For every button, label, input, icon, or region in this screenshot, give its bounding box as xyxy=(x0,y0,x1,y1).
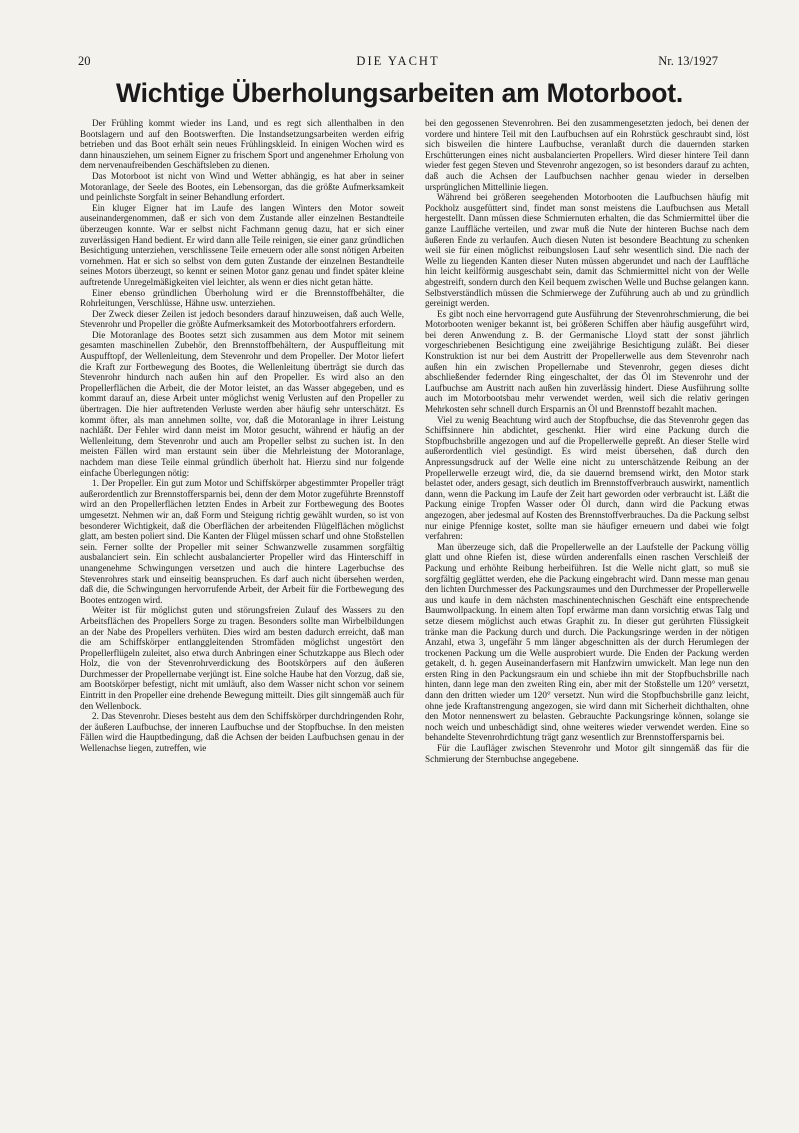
left-column xyxy=(80,118,404,754)
paragraph: Einer ebenso gründlichen Überholung wird er die Brennstoffbehälter, die Rohrleitungen, Verschlüsse, Hähne usw. unterziehen. xyxy=(80,287,404,309)
running-head xyxy=(78,54,718,70)
paragraph: Das Motorboot ist nicht von Wind und Wetter abhängig, es hat aber in seiner Motoranlage, der Seele des Bootes, ein Lebensorgan, das die größte Aufmerksamkeit und peinlichste Sorgfalt in seiner Behandlung erfordert. xyxy=(80,170,404,203)
paragraph: Der Zweck dieser Zeilen ist jedoch besonders darauf hinzuweisen, daß auch Welle, Stevenrohr und Propeller die größte Aufmerksamkeit des Motorbootfahrers erfordern. xyxy=(80,308,404,330)
section-propeller: 1. Der Propeller. Ein gut zum Motor und Schiffskörper abgestimmter Propeller trägt außerordentlich zur Brennstoffersparnis bei, denn der dem Motor zugeführte Brennstoff wird an den Propellerflächen letzten Endes in Arbeit zur Fortbewegung des Bootes umgesetzt. Nehmen wir an, daß Form und Steigung richtig gewählt wurden, so ist von besonderer Wichtigkeit, daß die Oberflächen der arbeitenden Flügelflächen möglichst glatt, am besten poliert sind. Die Kanten der Flügel müssen scharf und ohne Stoßstellen sein. Ferner sollte der Propeller mit seiner Schwanzwelle zusammen sorgfältig ausbalanciert sein. Ein schlecht ausbalancierter Propeller wird das Hinterschiff in unangenehme Schwingungen versetzen und auch die hintere Lagerbuchse des Stevenrohres stark und einseitig beanspruchen. Es darf auch nicht übersehen werden, daß die, die Schwingungen hervorrufende Arbeit, der Arbeit für die Fortbewegung des Bootes entzogen wird. xyxy=(80,478,404,605)
publication-name: DIE YACHT xyxy=(356,54,440,68)
issue-number: Nr. 13/1927 xyxy=(658,54,718,68)
paragraph: Man überzeuge sich, daß die Propellerwelle an der Laufstelle der Packung völlig glatt und ohne Riefen ist, diese würden anderenfalls einen raschen Verschleiß der Packung und erhöhte Reibung herbeiführen. Ist die Welle nicht glatt, so muß sie sorgfältig geglättet werden, ehe die Packung eingebracht wird. Dann messe man genau den lichten Durchmesser des Packungsraumes und den Durchmesser der Propellerwelle aus und kaufe in dem nächsten maschinentechnischen Geschäft eine entsprechende Baumwollpackung. In einem alten Topf erwärme man dann vorsichtig etwas Talg und setze diesem möglichst auch etwas Graphit zu. In dieser gut gerührten Flüssigkeit tränke man die Packung durch und durch. Die Packungsringe werden in der nötigen Anzahl, etwa 3, ungefähr 5 mm länger abgeschnitten als der durch Herumlegen der trockenen Packung um die Welle ausprobiert wurde. Die Enden der Packung werden getakelt, d. h. gegen Auseinanderfasern mit Hanfzwirn umwickelt. Man lege nun den ersten Ring in den Packungsraum ein und schiebe ihn mit der Stopfbuchsbrille nach hinten, dann lege man den zweiten Ring ein, aber mit der Stoßstelle um 120° versetzt, dann den dritten wieder um 120° versetzt. Nun wird die Stopfbuchsbrille ganz leicht, ohne jede Kraftanstrengung angezogen, sie wird dann mit Sicherheit dichthalten, ohne den Motor nennenswert zu belasten. Gebrauchte Packungsringe können, solange sie noch weich und unbeschädigt sind, ohne weiteres wieder verwendet werden. Eine so behandelte Stevenrohrdichtung trägt ganz wesentlich zur Brennstoffersparnis bei. xyxy=(425,541,749,743)
paragraph: Die Motoranlage des Bootes setzt sich zusammen aus dem Motor mit seinem gesamten maschinellen Zubehör, den Brennstoffbehältern, der Auspuffleitung mit Auspufftopf, der Wellenleitung, dem Stevenrohr und dem Propeller. Der Motor liefert die Kraft zur Fortbewegung des Bootes, die Wellenleitung überträgt sie durch das Stevenrohr hindurch nach außen hin auf den Propeller. Es wird also an den Propellerflächen die Arbeit, die der Motor leistet, an das Wasser abgegeben, und es kommt darauf an, diese Arbeit unter möglichst wenig Verlusten auf den Propeller zu übertragen. Die hier auftretenden Verluste werden aber häufig sehr unterschätzt. Es kommt öfter, als man annehmen sollte, vor, daß die Motoranlage in ihrer Leistung nachläßt. Der Fehler wird dann meist im Motor gesucht, während er häufig an der Wellenleitung, dem Stevenrohr und auch am Propeller selbst zu suchen ist. In den meisten Fällen wird man erstaunt sein über die Mehrleistung der Motoranlage, nachdem man diese Teile einmal gründlich überholt hat. Hierzu sind nur folgende einfache Überlegungen nötig: xyxy=(80,329,404,478)
paragraph: Der Frühling kommt wieder ins Land, und es regt sich allenthalben in den Bootslagern und auf den Bootswerften. Die Instandsetzungsarbeiten werden eifrig betrieben und das Boot erhält sein neues Frühlingskleid. In einigen Wochen wird es dann hinausziehen, um seinem Eigner zu frischem Sport und angenehmer Erholung von dem nervenaufreibenden Geschäftsleben zu dienen. xyxy=(80,118,404,171)
paragraph: Für die Laufläger zwischen Stevenrohr und Motor gilt sinngemäß das für die Schmierung der Sternbuchse angegebene. xyxy=(425,743,749,764)
paragraph: Viel zu wenig Beachtung wird auch der Stopfbuchse, die das Stevenrohr gegen das Schiffsinnere hin abdichtet, geschenkt. Hier wird eine Packung durch die Stopfbuchsbrille angezogen und auf die Propellerwelle gepreßt. An dieser Stelle wird außerordentlich viel gesündigt. Es wird meist übersehen, daß durch den Anpressungsdruck auf der Welle eine nicht zu unterschätzende Reibung an der Propellerwelle erzeugt wird, die, da sie dauernd bremsend wirkt, den Motor stark belastet oder, anders gesagt, sich deutlich im Brennstoffverbrauch auswirkt, namentlich dann, wenn die Packung im Laufe der Zeit hart geworden oder verbraucht ist. Läßt die Packung einige Tropfen Wasser oder Öl durch, dann wird die Packung etwas angezogen, aber jedesmal auf Kosten des Brennstoffverbrauches. Da die Packung selbst nur einige Pfennige kostet, sollte man sie häufiger erneuern und dabei wie folgt verfahren: xyxy=(425,414,749,542)
article-title: Wichtige Überholungsarbeiten am Motorboot. xyxy=(115,78,683,108)
page-number: 20 xyxy=(78,54,91,68)
section-stevenrohr: 2. Das Stevenrohr. Dieses besteht aus dem den Schiffskörper durchdringenden Rohr, der äußeren Laufbuchse, der inneren Laufbuchse und der Stopfbuchse. In den meisten Fällen wird die Hauptbedingung, daß die Achsen der beiden Laufbuchsen genau in der Wellenachse liegen, zutreffen, wie xyxy=(80,711,404,754)
paragraph: Während bei größeren seegehenden Motorbooten die Laufbuchsen häufig mit Pockholz ausgefüttert sind, findet man sonst meistens die Laufbuchsen aus Metall hergestellt. Dann müssen diese Schmiernuten erhalten, die das Schmiermittel über die ganze Lauffläche verteilen, und zwar muß die Nute der hinteren Buchse nach dem äußeren Ende zu verlaufen. Auch diesen Nuten ist besondere Beachtung zu schenken weil sie für einen möglichst reibungslosen Lauf sehr wesentlich sind. Die nach der Welle zu liegenden Kanten dieser Nuten müssen abgerundet und nach der Lauffläche hin leicht keilförmig ausgeschabt sein, damit das Schmiermittel nicht von der Welle abgestreift, sondern durch den Keil bequem zwischen Welle und Buchse gelangen kann. Selbstverständlich müssen die Schmierwege der Zuführung auch ab und zu gründlich gereinigt werden. xyxy=(425,192,749,309)
paragraph-continued: bei den gegossenen Stevenrohren. Bei den zusammengesetzten jedoch, bei denen der vordere und hintere Teil mit den Laufbuchsen auf ein Rohrstück geschraubt sind, löst sich bisweilen die hintere Laufbuchse, veranlaßt durch die dauernden starken Erschütterungen eines nicht ausbalancierten Propellers. Wird dieser hintere Teil dann wieder fest gegen Steven und Stevenrohr angezogen, so ist besonders darauf zu achten, daß auch die Achsen der Laufbuchsen nachher genau wieder in derselben ursprünglichen Mittellinie liegen. xyxy=(425,118,749,192)
paragraph: Ein kluger Eigner hat im Laufe des langen Winters den Motor soweit auseinandergenommen, daß er sich von dem Zustande aller einzelnen Bestandteile überzeugen konnte. War er selbst nicht Fachmann genug dazu, hat er sich einer zuverlässigen Hand bedient. Er wird dann alle Teile reinigen, sie einer ganz gründlichen Besichtigung unterziehen, verschlissene Teile erneuern oder alle sonst nötigen Arbeiten vornehmen. Hat er sich so selbst von dem guten Zustande der einzelnen Bestandteile seines Motors überzeugt, so kennt er seinen Motor ganz genau und findet später kleine auftretende Unregelmäßigkeiten viel leichter, als wenn er dies nicht getan hätte. xyxy=(80,202,404,287)
paragraph: Es gibt noch eine hervorragend gute Ausführung der Stevenrohrschmierung, die bei Motorbooten weniger bekannt ist, bei größeren Schiffen aber häufig ausgeführt wird, bei deren Anwendung z. B. der Germanische Lloyd statt der sonst jährlich vorgeschriebenen Besichtigung eine zweijährige Besichtigung zuläßt. Bei dieser Konstruktion ist nur bei dem Austritt der Propellerwelle aus dem Stevenrohr nach außen hin ein zwischen Propellernabe und Stevenrohr, gegen dieses dicht abschließender federnder Ring eingeschaltet, der das Öl im Stevenrohr und der Laufbuchse am Austritt nach außen hin zuverlässig hindert. Diese Ausführung sollte auch im Motorbootsbau mehr verwendet werden, weil sich die relativ geringen Mehrkosten sehr schnell durch Ersparnis an Öl und Brennstoff bezahlt machen. xyxy=(425,308,749,415)
paragraph: Weiter ist für möglichst guten und störungsfreien Zulauf des Wassers zu den Arbeitsflächen des Propellers Sorge zu tragen. Besonders sollte man Wirbelbildungen an der Nabe des Propellers verhüten. Dies wird am besten dadurch erreicht, daß man die am Schiffskörper entlanggleitenden Stromfäden möglichst ungestört den Propellerflügeln zuleitet, also etwa durch Anbringen einer Schutzkappe aus Blech oder Holz, die von der Stevenrohrverdickung des Bootskörpers auf den äußeren Durchmesser der Propellernabe verjüngt ist. Eine solche Haube hat den Vorzug, daß sie, am Bootskörper befestigt, nicht mit umläuft, also dem Wasser nicht schon vor seinem Eintritt in den Propeller eine drehende Bewegung mitteilt. Dies gilt sinngemäß auch für den Wellenbock. xyxy=(80,605,404,711)
right-column xyxy=(425,118,749,764)
